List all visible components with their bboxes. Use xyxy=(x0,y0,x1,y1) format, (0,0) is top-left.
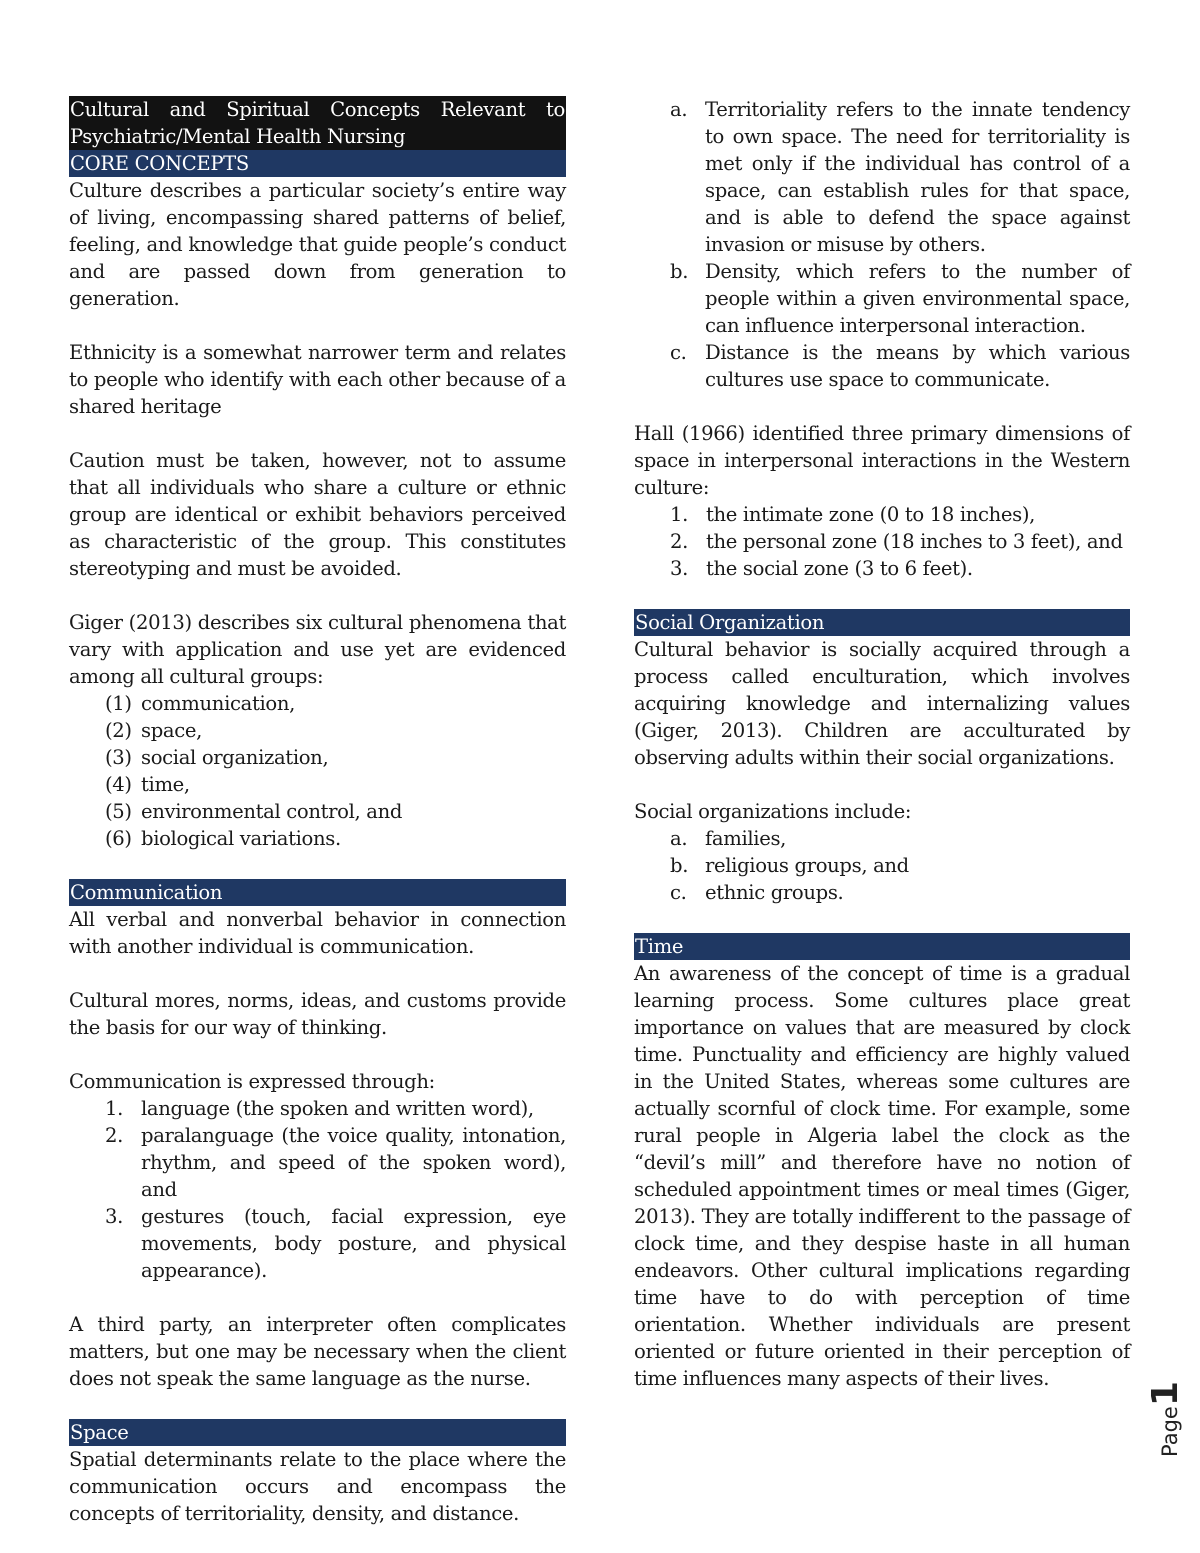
list-item: 2. the personal zone (18 inches to 3 feet), and xyxy=(670,530,1123,553)
paragraph-time: An awareness of the concept of time is a gradual learning process. Some cultures place great importance on values that are measured by clock time. Punctuality and efficiency are highly valued in the United States, whereas some cultures are actually scornful of clock time. For example, some rural people in Algeria label the clock as the “devil’s mill” and therefore have no notion of scheduled appointment times or meal times (Giger, 2013). They are totally indifferent to the passage of clock time, and they despise haste in all human endeavors. Other cultural implications regarding time have to do with perception of time orientation. Whether individuals are present oriented or future oriented in their perception of time influences many aspects of their lives. xyxy=(634,962,1130,1390)
right-column xyxy=(634,96,1130,1392)
left-column xyxy=(69,96,566,1527)
paragraph-giger: Giger (2013) describes six cultural phenomena that vary with application and use yet are evidenced among all cultural groups: xyxy=(69,611,566,688)
communication-list xyxy=(69,1095,566,1284)
space-zones-list xyxy=(634,501,1130,582)
page-label: Page xyxy=(1158,1406,1182,1457)
paragraph-communication-4: A third party, an interpreter often complicates matters, but one may be necessary when the client does not speak the same language as the nurse. xyxy=(69,1313,566,1390)
section-heading-core-concepts: CORE CONCEPTS xyxy=(69,150,566,177)
list-item: a. families, xyxy=(670,827,787,850)
list-item: 2. paralanguage (the voice quality, intonation, rhythm, and speed of the spoken word), and xyxy=(105,1124,566,1201)
document-title xyxy=(69,96,566,150)
list-item: (2) space, xyxy=(105,719,202,742)
list-item: 1. language (the spoken and written word), xyxy=(105,1097,534,1120)
cultural-phenomena-list xyxy=(69,690,566,852)
section-heading-social-organization: Social Organization xyxy=(634,609,1130,636)
list-item: (6) biological variations. xyxy=(105,827,341,850)
paragraph-caution: Caution must be taken, however, not to assume that all individuals who share a culture or ethnic group are identical or exhibit behaviors perceived as characteristic of the group. This constitutes stereotyping and must be avoided. xyxy=(69,449,566,580)
paragraph-social-2: Social organizations include: xyxy=(634,800,912,823)
list-item: c. Distance is the means by which various cultures use space to communicate. xyxy=(670,341,1130,391)
paragraph-communication-2: Cultural mores, norms, ideas, and customs provide the basis for our way of thinking. xyxy=(69,989,566,1039)
paragraph-communication-1: All verbal and nonverbal behavior in connection with another individual is communication. xyxy=(69,908,566,958)
list-item: b. Density, which refers to the number of people within a given environmental space, can influence interpersonal interaction. xyxy=(670,260,1130,337)
list-item: b. religious groups, and xyxy=(670,854,909,877)
section-heading-communication: Communication xyxy=(69,879,566,906)
paragraph-ethnicity: Ethnicity is a somewhat narrower term and relates to people who identify with each other because of a shared heritage xyxy=(69,341,566,418)
list-item: c. ethnic groups. xyxy=(670,881,844,904)
list-item: 3. gestures (touch, facial expression, eye movements, body posture, and physical appearance). xyxy=(105,1205,566,1282)
list-item: a. Territoriality refers to the innate tendency to own space. The need for territoriality is met only if the individual has control of a space, can establish rules for that space, and is able to defend the space against invasion or misuse by others. xyxy=(670,98,1130,256)
page-number-footer xyxy=(1145,1375,1195,1465)
space-concepts-list xyxy=(634,96,1130,393)
paragraph-hall: Hall (1966) identified three primary dimensions of space in interpersonal interactions in the Western culture: xyxy=(634,422,1130,499)
paragraph-social-1: Cultural behavior is socially acquired through a process called enculturation, which involves acquiring knowledge and internalizing values (Giger, 2013). Children are acculturated by observing adults within their social organizations. xyxy=(634,638,1130,769)
list-item: (3) social organization, xyxy=(105,746,329,769)
paragraph-communication-3: Communication is expressed through: xyxy=(69,1070,435,1093)
list-item: (5) environmental control, and xyxy=(105,800,403,823)
list-item: (4) time, xyxy=(105,773,190,796)
document-title-line-2: Psychiatric/Mental Health Nursing xyxy=(70,125,406,148)
document-title-line-1: Cultural and Spiritual Concepts Relevant to xyxy=(70,98,565,121)
section-heading-time: Time xyxy=(634,933,1130,960)
list-item: 3. the social zone (3 to 6 feet). xyxy=(670,557,973,580)
list-item: (1) communication, xyxy=(105,692,295,715)
section-heading-space: Space xyxy=(69,1419,566,1446)
page-number: 1 xyxy=(1145,1381,1186,1407)
paragraph-space: Spatial determinants relate to the place where the communication occurs and encompass the concepts of territoriality, density, and distance. xyxy=(69,1448,566,1525)
list-item: 1. the intimate zone (0 to 18 inches), xyxy=(670,503,1036,526)
paragraph-culture: Culture describes a particular society’s entire way of living, encompassing shared patterns of belief, feeling, and knowledge that guide people’s conduct and are passed down from generation to generation. xyxy=(69,179,566,310)
social-organizations-list xyxy=(634,825,1130,906)
